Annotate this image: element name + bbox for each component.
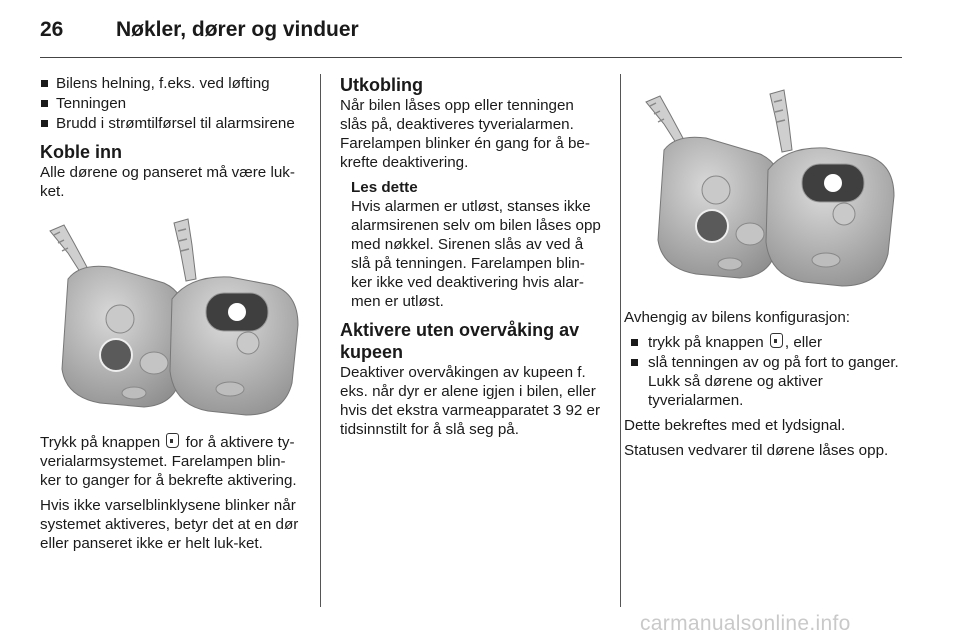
column-divider: [320, 74, 321, 607]
column-2: [340, 74, 602, 445]
list-item: trykk på knappen , eller: [620, 333, 902, 352]
hazard-text: Hvis ikke varselblinklysene blinker når systemet aktiveres, betyr det at en dør eller panseret ikke er helt luk-ket.: [40, 497, 299, 552]
no-interior-text: Deaktiver overvåkingen av kupeen f. eks. når dyr er alene igjen i bilen, eller hvis det ekstra varmeapparatet 3 92 er tidsinnstilt for å slå seg på.: [340, 364, 601, 438]
activation-text: Trykk på knappen for å aktivere ty-verialarmsystemet. Farelampen blin-ker to ganger for å bekrefte aktivering.: [40, 434, 297, 489]
note-title: Les dette: [351, 179, 418, 196]
reference-arrow-icon: 3: [552, 402, 562, 419]
section-heading-koble-inn: Koble inn: [40, 142, 122, 162]
section-heading-no-interior: Aktivere uten overvåking av kupeen: [340, 320, 580, 362]
column-3: [620, 74, 902, 466]
key-fob-illustration: [636, 80, 898, 290]
list-item: slå tenningen av og på fort to ganger. Lukk så dørene og aktiver tyverialarmen.: [620, 353, 902, 410]
header-rule: [40, 57, 902, 58]
list-item: Brudd i strømtilførsel til alarmsirene: [40, 114, 302, 133]
status-text: Statusen vedvarer til dørene låses opp.: [624, 442, 889, 459]
watermark: carmanualsonline.info: [640, 612, 851, 635]
page-header: [40, 14, 902, 54]
confirm-text: Dette bekreftes med et lydsignal.: [624, 417, 846, 434]
option-list: [620, 333, 902, 410]
page-title: Nøkler, dører og vinduer: [116, 18, 359, 41]
deactivation-text: Når bilen låses opp eller tenningen slås på, deaktiveres tyverialarmen. Farelampen blinker én gang for å be-krefte deaktivering.: [340, 97, 590, 171]
config-intro: Avhengig av bilens konfigurasjon:: [624, 309, 850, 326]
lock-button-icon: [166, 433, 179, 448]
list-item: Bilens helning, f.eks. ved løfting: [40, 74, 302, 93]
list-item: Tenningen: [40, 94, 302, 113]
intro-text: Alle dørene og panseret må være luk-ket.: [40, 164, 295, 200]
key-fob-illustration: [40, 209, 302, 419]
lock-button-icon: [770, 333, 783, 348]
note-text: Hvis alarmen er utløst, stanses ikke alarmsirenen selv om bilen låses opp med nøkkel. Sirenen slås av ved å slå på tenningen. Farelampen blin-ker ikke ved deaktivering hvis alar-men er utløst.: [351, 198, 601, 310]
trigger-list: [40, 74, 302, 133]
column-1: [40, 74, 302, 559]
page-number: 26: [40, 18, 64, 41]
section-heading-utkobling: Utkobling: [340, 75, 423, 95]
note-box: [340, 178, 602, 311]
